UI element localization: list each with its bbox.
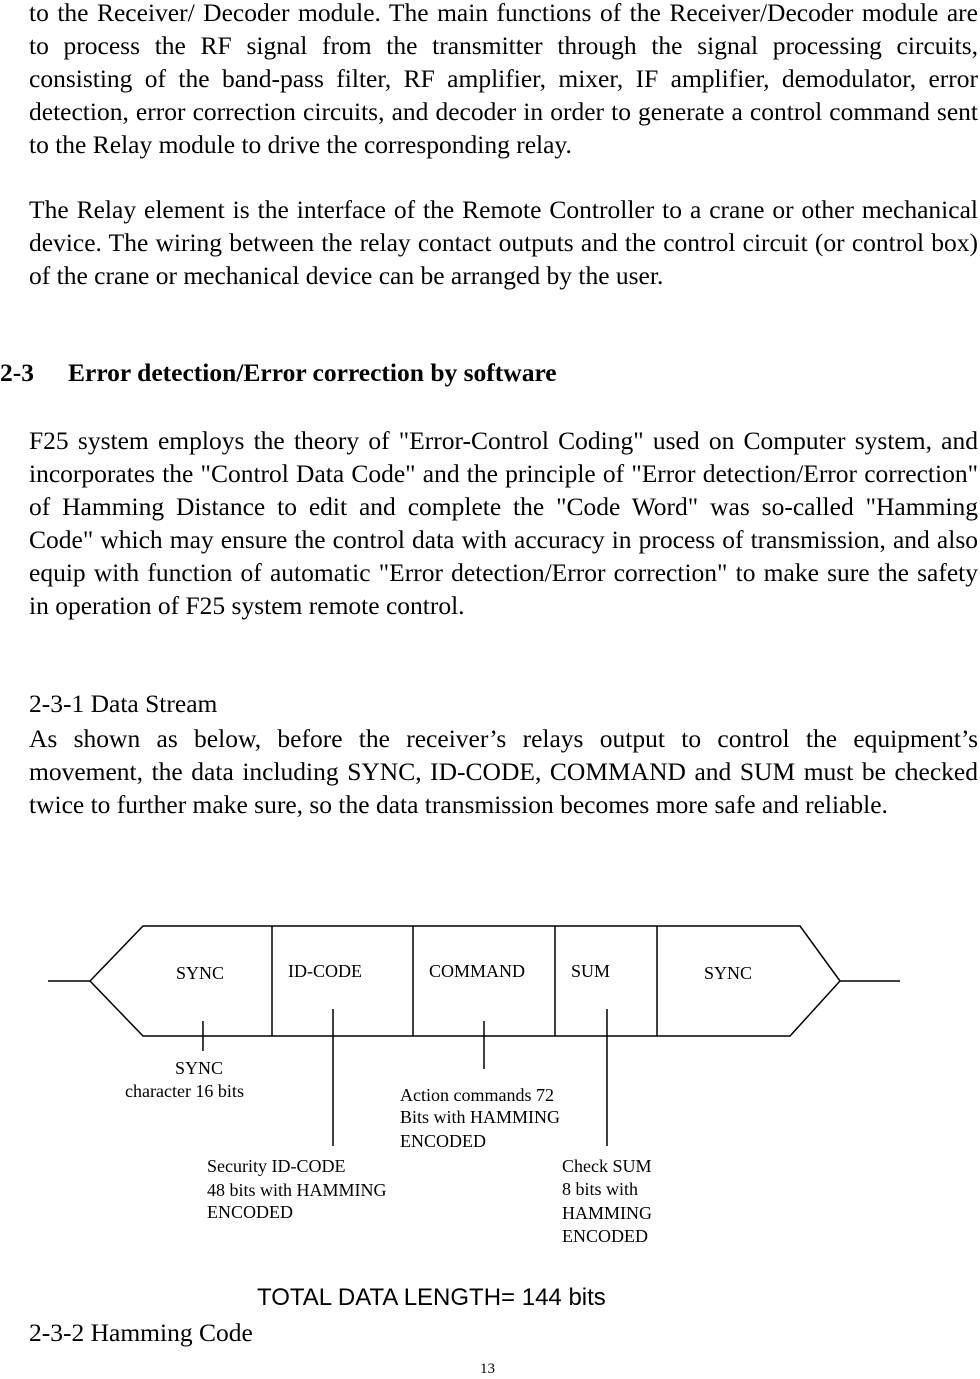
paragraph-receiver-decoder: to the Receiver/ Decoder module. The main functions of the Receiver/Decoder module are to process the RF signal from the transmitter through the signal processing circuits, consisting of the band-pass filter, RF amplifier, mixer, IF amplifier, demodulator, error detection, error correction circuits, and decoder in order to generate a control command sent to the Relay module to drive the corresponding relay.: [29, 0, 978, 159]
subsection-data-stream: 2-3-1 Data Stream: [29, 689, 218, 718]
total-data-length: TOTAL DATA LENGTH= 144 bits: [257, 1284, 606, 1311]
annotation-id-code-line3: ENCODED: [207, 1202, 293, 1222]
annotation-sync-line2: character 16 bits: [125, 1081, 244, 1101]
section-number: 2-3: [0, 358, 34, 387]
section-title: Error detection/Error correction by software: [68, 358, 557, 387]
annotation-sum-line3: HAMMING: [562, 1203, 652, 1223]
annotation-command-line2: Bits with HAMMING: [400, 1107, 561, 1127]
data-stream-diagram: [0, 915, 980, 1255]
annotation-sync-line1: SYNC: [175, 1058, 224, 1078]
annotation-sum-line4: ENCODED: [562, 1226, 648, 1246]
annotation-id-code-line1: Security ID-CODE: [207, 1156, 346, 1176]
subsection-hamming-code: 2-3-2 Hamming Code: [29, 1318, 253, 1347]
annotation-command-line3: ENCODED: [400, 1131, 486, 1151]
paragraph-relay-element: The Relay element is the interface of the Remote Controller to a crane or other mechanical device. The wiring between the relay contact outputs and the control circuit (or control box) of the crane or mechanical device can be arranged by the user.: [29, 195, 978, 290]
annotation-sum-line2: 8 bits with: [562, 1179, 639, 1199]
annotation-command-line1: Action commands 72: [400, 1085, 554, 1105]
paragraph-data-stream: As shown as below, before the receiver’s relays output to control the equipment’s movement, the data including SYNC, ID-CODE, COMMAND and SUM must be checked twice to further make sure, so the data transmission becomes more safe and reliable.: [29, 724, 978, 819]
field-sum: SUM: [571, 961, 611, 981]
field-sync-start: SYNC: [176, 963, 225, 983]
field-sync-end: SYNC: [704, 963, 753, 983]
annotation-sum-line1: Check SUM: [562, 1156, 652, 1176]
paragraph-error-control: F25 system employs the theory of "Error-Control Coding" used on Computer system, and incorporates the "Control Data Code" and the principle of "Error detection/Error correction" of Hamming Distance to edit and complete the "Code Word" was so-called "Hamming Code" which may ensure the control data with accuracy in process of transmission, and also equip with function of automatic "Error detection/Error correction" to make sure the safety in operation of F25 system remote control.: [29, 426, 978, 620]
page-number: 13: [480, 1361, 495, 1377]
section-heading: [0, 358, 557, 388]
field-command: COMMAND: [429, 961, 526, 981]
field-id-code: ID-CODE: [288, 961, 362, 981]
annotation-id-code-line2: 48 bits with HAMMING: [207, 1180, 387, 1200]
